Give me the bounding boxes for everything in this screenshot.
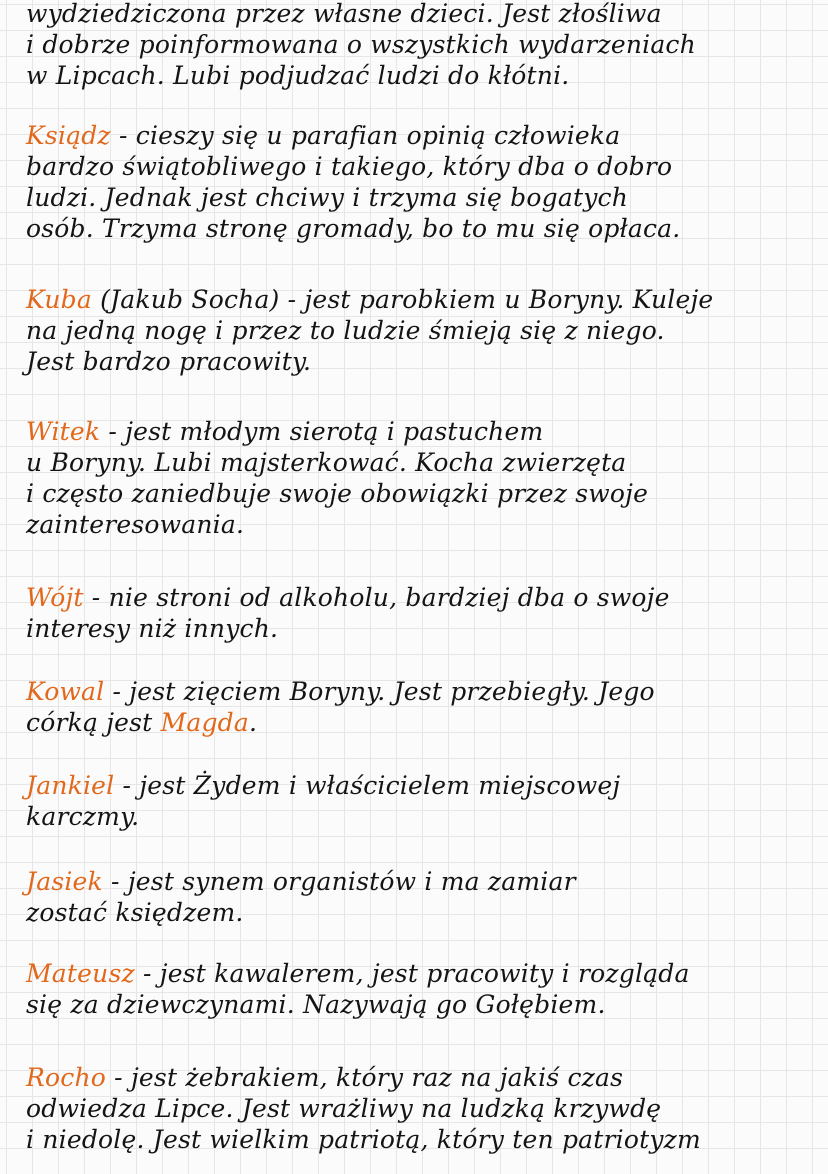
note-kuba — [26, 284, 816, 377]
note-line: i dobrze poinformowana o wszystkich wydarzeniach — [26, 30, 696, 59]
note-witek — [26, 416, 816, 540]
note-line: zainteresowania. — [26, 510, 245, 539]
note-line: u Boryny. Lubi majsterkować. Kocha zwierzęta — [26, 448, 627, 477]
highlighted-name: Magda — [160, 708, 249, 737]
note-line: - cieszy się u parafian opinią człowieka — [110, 121, 621, 150]
note-line: - jest żebrakiem, który raz na jakiś czas — [106, 1063, 624, 1092]
character-name: Jankiel — [26, 771, 115, 800]
character-name: Ksiądz — [26, 121, 111, 150]
character-name: Witek — [26, 417, 101, 446]
note-line: na jedną nogę i przez to ludzie śmieją się z niego. — [26, 316, 665, 345]
note-line-tail: . — [249, 708, 258, 737]
character-name: Wójt — [26, 583, 84, 612]
note-line: Jest bardzo pracowity. — [26, 347, 312, 376]
note-line: interesy niż innych. — [26, 614, 279, 643]
note-line: - jest kawalerem, jest pracowity i rozgląda — [134, 959, 690, 988]
note-line: i niedolę. Jest wielkim patriotą, który ten patriotyzm — [26, 1125, 701, 1154]
note-line: wydziedziczona przez własne dzieci. Jest złośliwa — [26, 0, 662, 28]
note-line: się za dziewczynami. Nazywają go Gołębiem. — [26, 990, 606, 1019]
note-line: - nie stroni od alkoholu, bardziej dba o swoje — [83, 583, 670, 612]
note-line: i często zaniedbuje swoje obowiązki przez swoje — [26, 479, 649, 508]
note-line: córką jest — [26, 708, 161, 737]
note-line: w Lipcach. Lubi podjudzać ludzi do kłótni. — [26, 61, 570, 90]
note-kowal — [26, 676, 816, 738]
note-jankiel — [26, 770, 816, 832]
note-line: - jest zięciem Boryny. Jest przebiegły. Jego — [104, 677, 655, 706]
note-rocho — [26, 1062, 816, 1155]
note-line: odwiedza Lipce. Jest wrażliwy na ludzką krzywdę — [26, 1094, 662, 1123]
character-name: Jasiek — [26, 867, 103, 896]
note-ksiadz — [26, 120, 816, 244]
note-line: - jest młodym sierotą i pastuchem — [100, 417, 544, 446]
note-line: bardzo świątobliwego i takiego, który dba o dobro — [26, 152, 673, 181]
note-wojt — [26, 582, 816, 644]
character-name: Rocho — [26, 1063, 107, 1092]
character-name: Mateusz — [26, 959, 135, 988]
note-line: ludzi. Jednak jest chciwy i trzyma się bogatych — [26, 183, 629, 212]
note-line: karczmy. — [26, 802, 140, 831]
character-name: Kowal — [26, 677, 105, 706]
note-line: (Jakub Socha) - jest parobkiem u Boryny. Kuleje — [91, 285, 714, 314]
note-mateusz — [26, 958, 816, 1020]
note-line: - jest Żydem i właścicielem miejscowej — [114, 771, 621, 800]
note-line: zostać księdzem. — [26, 898, 244, 927]
note-jasiek — [26, 866, 816, 928]
note-intro-continuation — [26, 0, 816, 91]
note-line: - jest synem organistów i ma zamiar — [102, 867, 576, 896]
character-name: Kuba — [26, 285, 92, 314]
note-line: osób. Trzyma stronę gromady, bo to mu się opłaca. — [26, 214, 681, 243]
